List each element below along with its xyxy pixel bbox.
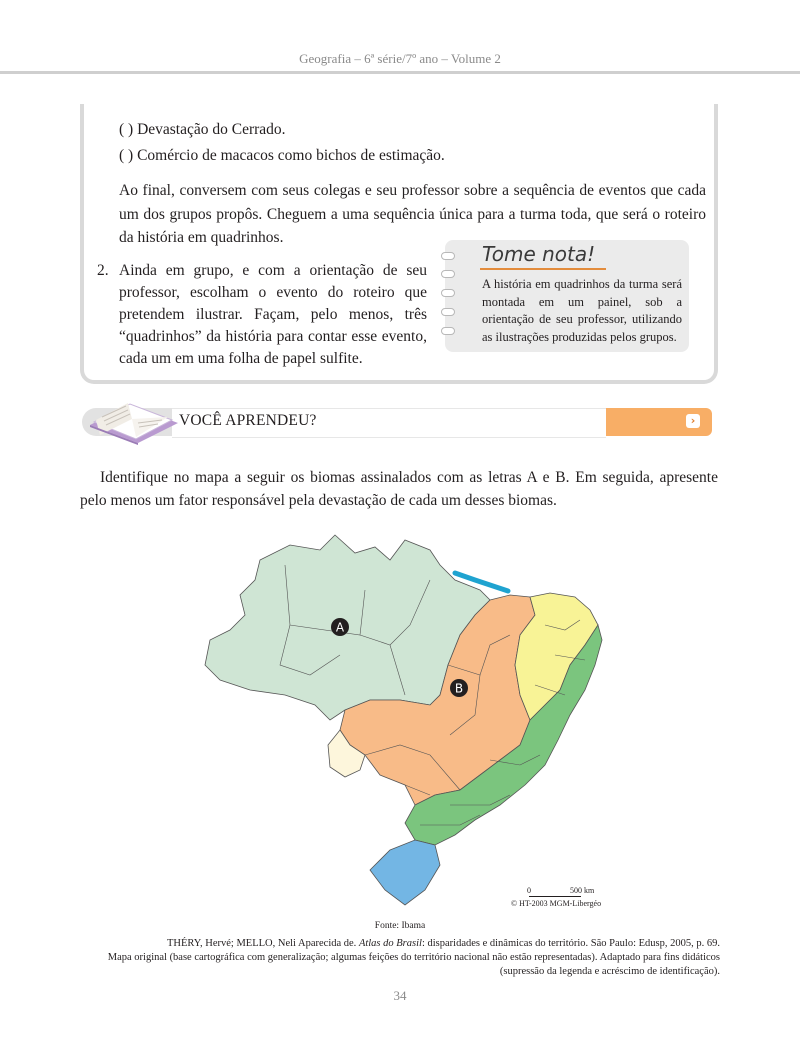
spiral-ring-icon [441,252,455,260]
scale-zero: 0 [527,886,531,895]
note-title: Tome nota! [482,242,596,266]
spiral-ring-icon [441,308,455,316]
spiral-ring-icon [441,270,455,278]
spiral-ring-icon [441,327,455,335]
item-text: Ainda em grupo, e com a orientação de seu professor, escolham o evento do roteiro que pretendem ilustrar. Façam, pelo menos, três “quadrinhos” da história para contar esse evento, cada um em uma folha de papel sulfite. [119,262,427,367]
note-title-underline [480,268,606,270]
page-number: 34 [393,988,407,1003]
question-paragraph: Identifique no mapa a seguir os biomas assinalados com as letras A e B. Em seguida, apresente pelo menos um fator responsável pela devastação de cada um desses biomas. [80,469,718,509]
book-icon [82,395,182,445]
map-source: Fonte: Ibama [374,921,426,931]
brazil-biomes-map [190,505,620,915]
scale-500: 500 km [570,886,595,895]
credit-line-2: Mapa original (base cartográfica com generalização; algumas feições do território nacional não estão representadas). Adaptado para fins didáticos (supressão da legenda e acréscimo de identificação). [107,952,720,977]
marker-a-label: A [335,620,345,635]
option-cerrado: ( ) Devastação do Cerrado. [119,121,286,138]
note-body: A história em quadrinhos da turma será montada em um painel, sob a orientação de seu professor, utilizando as ilustrações produzidas pelos grupos. [482,277,682,344]
running-header: Geografia – 6ª série/7º ano – Volume 2 [299,51,501,66]
option-macacos: ( ) Comércio de macacos como bichos de estimação. [119,147,445,164]
marker-b-label: B [454,681,464,696]
pampa-region [370,840,440,905]
credit-line-1: THÉRY, Hervé; MELLO, Neli Aparecida de. Atlas do Brasil: disparidades e dinâmicas do território. São Paulo: Edusp, 2005, p. 69. [166,938,720,949]
header-divider [0,71,800,74]
scale-bar [529,896,581,897]
instruction-paragraph: Ao final, conversem com seus colegas e seu professor sobre a sequência de eventos que cada um dos grupos propôs. Cheguem a uma sequência única para a turma toda, que será o roteiro da história em quadrinhos. [119,182,706,246]
bibliographic-credit [80,937,720,979]
chevron-right-icon: › [686,414,700,428]
item-number: 2. [97,262,109,279]
map-copyright: © HT-2003 MGM-Libergéo [511,899,602,908]
section-title: VOCÊ APRENDEU? [179,412,317,429]
spiral-ring-icon [441,289,455,297]
activity-item-2 [97,260,427,370]
